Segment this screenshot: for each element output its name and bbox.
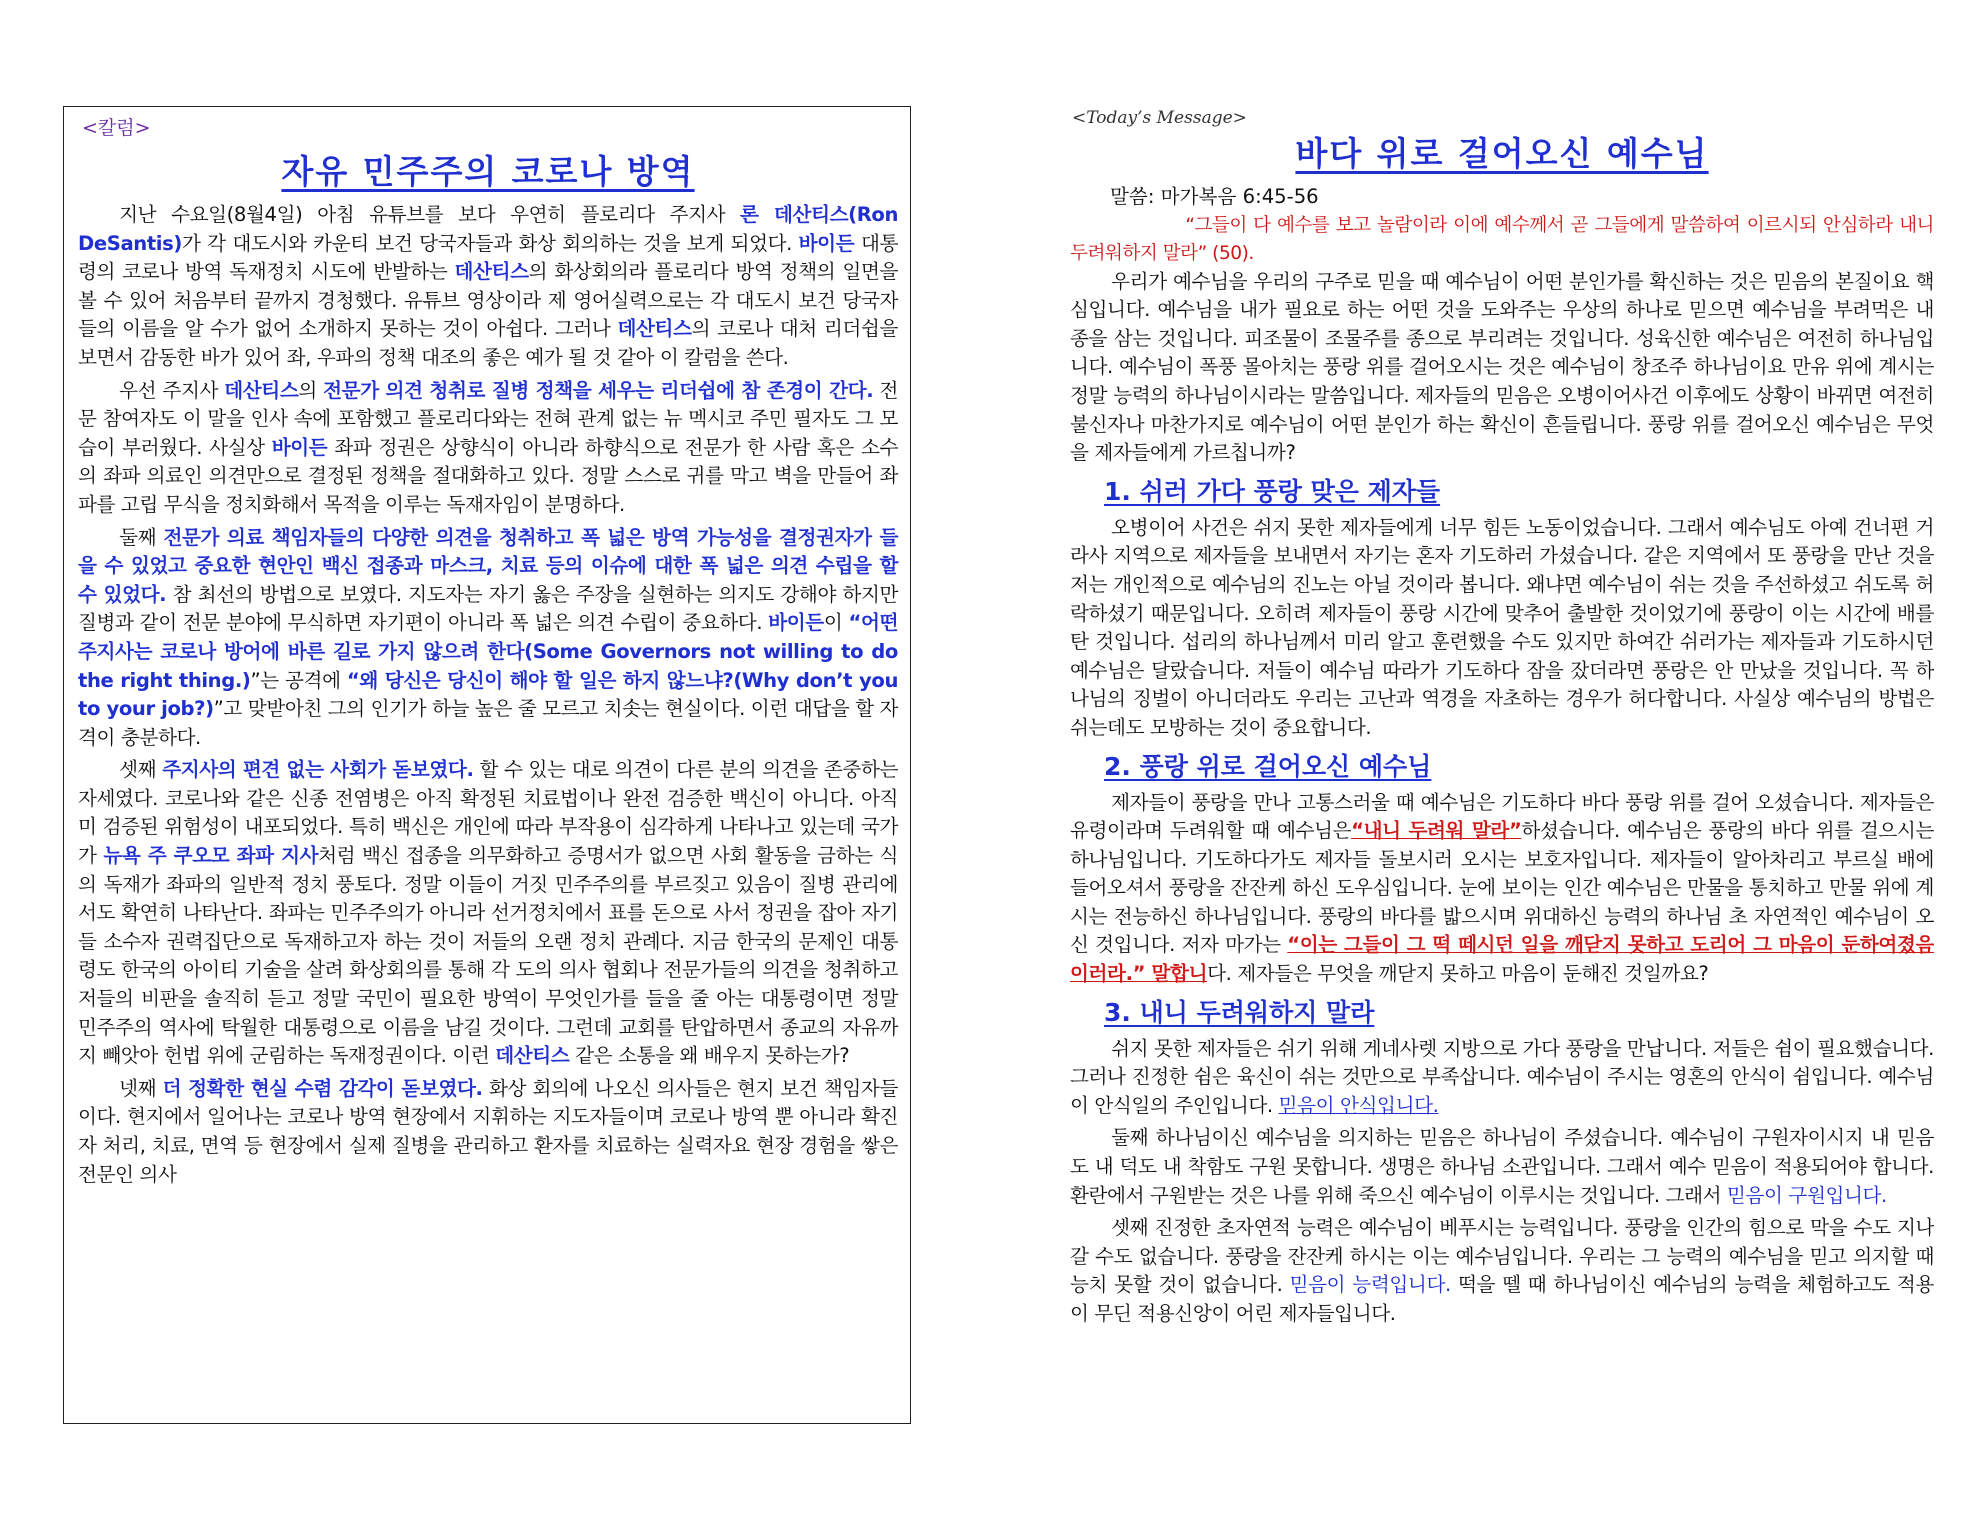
section-heading-1: 1. 쉬러 가다 풍랑 맞은 제자들 <box>1104 476 1441 506</box>
text-run: 셋째 <box>119 758 163 782</box>
section-heading-3: 3. 내니 두려워하지 말라 <box>1104 997 1375 1027</box>
scripture-reference: 말씀: 마가복음 6:45-56 <box>1110 185 1319 208</box>
highlighted-text-run: 믿음이 구원입니다. <box>1727 1183 1887 1207</box>
text-run: 할 수 있는 대로 의견이 다른 분의 의견을 존중하는 자세였다. 코로나와 같은 신종 전염병은 아직 확정된 치료법이나 완전 검증한 백신이 아니다. 아직 미 검증된 위험성이 내포되었다. 특히 백신은 개인에 따라 부작용이 심각하게 나타나고 있는데 국가가 <box>78 758 898 868</box>
highlighted-text-run: 믿음이 능력입니다. <box>1289 1273 1451 1297</box>
section-1-paragraph <box>1070 514 1934 743</box>
text-run: ”는 공격에 <box>250 668 347 692</box>
highlighted-text-run: 데산티스 <box>495 1044 570 1068</box>
highlighted-text-run: 론 데산티스(Ron DeSantis) <box>78 203 898 255</box>
message-page <box>1070 106 1934 1436</box>
highlighted-text-run: 주지사의 편견 없는 사회가 돋보였다. <box>162 758 474 782</box>
text-run: 지난 수요일(8월4일) 아침 유튜브를 보다 우연히 플로리다 주지사 <box>119 203 741 226</box>
text-run: 화상 회의에 나오신 의사들은 현지 보건 책임자들이다. 현지에서 일어나는 코로나 방역 현장에서 지휘하는 지도자들이며 코로나 방역 뿐 아니라 확진자 처리, 치료, 면역 등 현장에서 실제 질병을 관리하고 환자를 치료하는 실력자요 현장 경험을 쌓은 전문인 의사 <box>78 1076 898 1186</box>
text-run: 참 최선의 방법으로 보였다. 지도자는 자기 옳은 주장을 실현하는 의지도 강해야 하지만 질병과 같이 전문 분야에 무식하면 자기편이 아니라 폭 넓은 의견 수립이 중요하다. <box>78 582 899 635</box>
text-run: 의 코로나 대처 리더쉽을 보면서 감동한 바가 있어 좌, 우파의 정책 대조의 좋은 예가 될 것 같아 이 칼럼을 쓴다. <box>78 317 898 369</box>
highlighted-text-run: “이는 그들이 그 떡 떼시던 일을 깨닫지 못하고 도리어 그 마음이 둔하여졌음이러라.” 말합니 <box>1070 933 1934 986</box>
highlighted-text-run: “왜 당신은 당신이 해야 할 일은 하지 않느냐?(Why don’t you to your job?) <box>78 668 898 721</box>
highlighted-text-run: 바이든 <box>798 231 855 255</box>
scripture-text: “그들이 다 예수를 보고 놀람이라 이에 예수께서 곧 그들에게 말씀하여 이르시되 안심하라 내니 두려워하지 말라” (50). <box>1070 214 1934 264</box>
column-tag: <칼럼> <box>82 117 151 139</box>
message-title: 바다 위로 걸어오신 예수님 <box>1295 134 1709 173</box>
highlighted-text-run: “내니 두려워 말라” <box>1351 819 1522 843</box>
section-heading-2: 2. 풍랑 위로 걸어오신 예수님 <box>1104 751 1432 781</box>
highlighted-text-run: 전문가 의견 청취로 질병 정책을 세우는 리더쉽에 참 존경이 간다. <box>323 378 874 402</box>
text-run: 넷째 <box>119 1076 163 1100</box>
text-run: 셋째 진정한 초자연적 능력은 예수님이 베푸시는 능력입니다. 풍랑을 인간의 힘으로 막을 수도 지나갈 수도 없습니다. 풍랑을 잔잔케 하시는 이는 예수님입니다. 우리는 그 능력의 예수님을 믿고 의지할 때 능치 못할 것이 없습니다. <box>1070 1216 1934 1297</box>
text-run: 제자들이 풍랑을 만나 고통스러울 때 예수님은 기도하다 바다 풍랑 위를 걸어 오셨습니다. 제자들은 유령이라며 두려워할 때 예수님은 <box>1070 790 1934 843</box>
text-run: 하셨습니다. 예수님은 풍랑의 바다 위를 걸으시는 하나님입니다. 기도하다가도 제자들 돌보시러 오시는 보호자입니다. 제자들이 알아차리고 부르실 배에 들어오셔서 풍랑을 잔잔케 하신 도우심입니다. 눈에 보이는 인간 예수님은 만물을 통치하고 만물 위에 계시는 전능하신 하나님입니다. 풍랑의 바다를 밟으시며 위대하신 능력의 하나님 초 자연적인 예수님이 오신 것입니다. 저자 마가는 <box>1070 819 1934 957</box>
column-page <box>63 106 911 1424</box>
highlighted-text-run: 바이든 <box>768 611 824 635</box>
column-paragraph-5 <box>78 1075 898 1189</box>
column-paragraph-3 <box>78 524 898 753</box>
highlighted-text-run: 전문가 의료 책임자들의 다양한 의견을 청취하고 폭 넓은 방역 가능성을 결정권자가 들을 수 있었고 중요한 현안인 백신 접종과 마스크, 치료 등의 이슈에 대한 폭 넓은 의견 수립을 할 수 있었다. <box>78 525 898 606</box>
text-run: 우선 주지사 <box>119 378 225 402</box>
text-run: 우리가 예수님을 우리의 구주로 믿을 때 예수님이 어떤 분인가를 확신하는 것은 믿음의 본질이요 핵심입니다. 예수님을 내가 필요로 하는 어떤 것을 도와주는 우상의 하나로 믿으면 예수님을 부려먹은 내 종을 삼는 것입니다. 피조물이 조물주를 종으로 부리려는 것입니다. 성육신한 예수님은 여전히 하나님입니다. 예수님이 폭풍 몰아치는 풍랑 위를 걸어오시는 것은 예수님이 창조주 하나님이요 만유 위에 계시는 정말 능력의 하나님이시라는 말씀입니다. 제자들의 믿음은 오병이어사건 이후에도 상황이 바뀌면 여전히 불신자나 마찬가지로 예수님이 어떤 분인가 하는 확신이 흔들립니다. 풍랑 위를 걸어오신 예수님은 무엇을 제자들에게 가르칩니까? <box>1070 269 1934 465</box>
section-3-paragraph-b <box>1070 1124 1934 1210</box>
text-run: 대통령의 코로나 방역 독재정치 시도에 반발하는 <box>78 231 898 284</box>
text-run: 가 각 대도시와 카운티 보건 당국자들과 화상 회의하는 것을 보게 되었다. <box>181 231 799 255</box>
text-run: 둘째 하나님이신 예수님을 의지하는 믿음은 하나님이 주셨습니다. 예수님이 구원자이시지 내 믿음도 내 덕도 내 착함도 구원 못합니다. 생명은 하나님 소관입니다. 그래서 예수 믿음이 적용되어야 합니다. 환란에서 구원받는 것은 나를 위해 죽으신 예수님이 이루시는 것입니다. 그래서 <box>1070 1126 1934 1207</box>
text-run: ”고 맞받아친 그의 인기가 하늘 높은 줄 모르고 치솟는 현실이다. 이런 대답을 할 자격이 충분하다. <box>78 697 899 749</box>
text-run: 의 화상회의라 플로리다 방역 정책의 일면을 볼 수 있어 처음부터 끝까지 경청했다. 유튜브 영상이라 제 영어실력으로는 각 대도시 보건 당국자들의 이름을 알 수가 없어 소개하지 못하는 것이 아쉽다. 그러나 <box>78 260 899 341</box>
text-run: 떡을 뗄 때 하나님이신 예수님의 능력을 체험하고도 적용이 무딘 적용신앙이 어린 제자들입니다. <box>1070 1273 1934 1325</box>
column-paragraph-2 <box>78 377 898 520</box>
text-run: 다. 제자들은 무엇을 깨닫지 못하고 마음이 둔해진 것일까요? <box>1207 962 1709 986</box>
text-run: 오병이어 사건은 쉬지 못한 제자들에게 너무 힘든 노동이었습니다. 그래서 예수님도 아예 건너편 거라사 지역으로 제자들을 보내면서 자기는 혼자 기도하러 가셨습니다. 같은 지역에서 또 풍랑을 만난 것을 저는 개인적으로 예수님의 진노는 아닐 것이라 봅니다. 왜냐면 예수님이 쉬는 것을 주선하셨고 쉬도록 허락하셨기 때문입니다. 오히려 제자들이 풍랑 시간에 맞추어 출발한 것이었기에 풍랑이 이는 시간에 배를 탄 것입니다. 섭리의 하나님께서 미리 알고 훈련했을 수도 있지만 하여간 쉬러가는 제자들과 기도하시던 예수님은 달랐습니다. 저들이 예수님 따라가 기도하다 잠을 잤더라면 풍랑은 안 만났을 것입니다. 꼭 하나님의 징벌이 아니더라도 우리는 고난과 역경을 자초하는 경우가 허다합니다. 사실상 예수님의 방법은 쉬는데도 모방하는 것이 중요합니다. <box>1070 515 1934 739</box>
text-run: 의 <box>298 378 324 402</box>
message-intro <box>1070 268 1934 468</box>
text-run: 둘째 <box>119 525 164 549</box>
text-run: 이 <box>823 611 849 635</box>
highlighted-text-run: “어떤 주지사는 코로나 방어에 바른 길로 가지 않으려 한다(Some Governors not willing to do the right thing.) <box>78 611 899 692</box>
text-run: 좌파 정권은 상향식이 아니라 하향식으로 전문가 한 사람 혹은 소수의 좌파 의료인 의견만으로 결정된 정책을 절대화하고 있다. 정말 스스로 귀를 막고 벽을 만들어 좌파를 고립 무식을 정치화해서 목적을 이루는 독재자임이 분명하다. <box>78 435 899 516</box>
highlighted-text-run: 데산티스 <box>454 260 529 284</box>
highlighted-text-run: 데산티스 <box>224 378 299 402</box>
column-title: 자유 민주주의 코로나 방역 <box>281 152 695 191</box>
highlighted-text-run: 데산티스 <box>617 317 692 341</box>
text-run: 처럼 백신 접종을 의무화하고 증명서가 없으면 사회 활동을 금하는 식의 독재가 좌파의 일반적 정치 풍토다. 정말 이들이 거짓 민주주의를 부르짖고 있음이 질병 관리에서도 확연히 나타난다. 좌파는 민주주의가 아니라 선거정치에서 표를 돈으로 사서 정권을 잡아 자기들 소수자 권력집단으로 독재하고자 하는 것이 저들의 오랜 정치 관례다. 지금 한국의 문제인 대통령도 한국의 아이티 기술을 살려 화상회의를 통해 각 도의 의사 협회나 전문가들의 의견을 청취하고 저들의 비판을 솔직히 듣고 정말 국민이 필요한 방역이 무엇인가를 들을 줄 아는 대통령이면 정말 민주주의 역사에 탁월한 대통령으로 이름을 남길 것이다. 그런데 교회를 탄압하면서 종교의 자유까지 빼앗아 헌법 위에 군림하는 독재정권이다. 이런 <box>78 844 899 1068</box>
text-run: 같은 소통을 왜 배우지 못하는가? <box>569 1044 850 1068</box>
section-2-paragraph <box>1070 789 1934 989</box>
column-paragraph-1 <box>78 201 898 373</box>
text-run: 전문 참여자도 이 말을 인사 속에 포함했고 플로리다와는 전혀 관계 없는 뉴 멕시코 주민 필자도 그 모습이 부러웠다. 사실상 <box>78 378 899 459</box>
highlighted-text-run: 바이든 <box>271 435 328 459</box>
message-tag: <Today’s Message> <box>1072 108 1247 128</box>
highlighted-text-run: 더 정확한 현실 수렴 감각이 돋보였다. <box>162 1076 483 1100</box>
highlighted-text-run: 뉴욕 주 쿠오모 좌파 지사 <box>103 844 319 868</box>
section-3-paragraph-a <box>1070 1035 1934 1121</box>
text-run: 쉬지 못한 제자들은 쉬기 위해 게네사렛 지방으로 가다 풍랑을 만납니다. 저들은 쉼이 필요했습니다. 그러나 진정한 쉼은 육신이 쉬는 것만으로 부족삽니다. 예수님이 주시는 영혼의 안식이 쉼입니다. 예수님이 안식일의 주인입니다. <box>1070 1036 1934 1117</box>
highlighted-text-run: 믿음이 안식입니다. <box>1278 1093 1439 1117</box>
section-3-paragraph-c <box>1070 1214 1934 1328</box>
column-paragraph-4 <box>78 756 898 1071</box>
